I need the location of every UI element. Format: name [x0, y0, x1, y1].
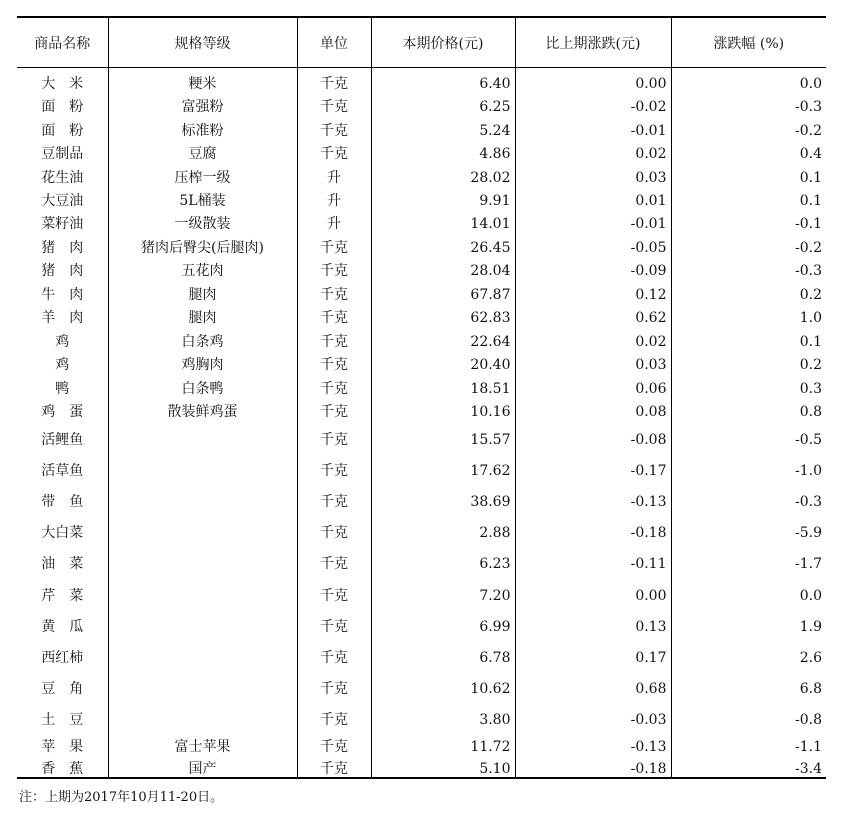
- cell-pct: -0.3: [671, 479, 826, 510]
- cell-unit: 千克: [297, 572, 371, 604]
- cell-spec: 国产: [108, 755, 297, 778]
- cell-change: -0.17: [515, 448, 671, 479]
- footnote: 注：上期为2017年10月11-20日。: [19, 790, 224, 805]
- cell-spec: [108, 604, 297, 635]
- table-row: [17, 115, 826, 139]
- table-row: [17, 373, 826, 397]
- cell-change: 0.08: [515, 397, 671, 420]
- cell-change: -0.02: [515, 92, 671, 115]
- cell-spec: 5L桶装: [108, 186, 297, 209]
- cell-pct: 0.8: [671, 397, 826, 420]
- cell-name: 活鲤鱼: [41, 431, 84, 448]
- header-unit: 单位: [297, 17, 371, 68]
- cell-pct: 6.8: [671, 666, 826, 697]
- cell-price: 67.87: [371, 279, 515, 303]
- cell-spec: 豆腐: [108, 139, 297, 162]
- cell-unit: 千克: [297, 635, 371, 666]
- cell-unit: 千克: [297, 397, 371, 420]
- table-row: [17, 604, 826, 635]
- cell-spec: 一级散装: [108, 209, 297, 232]
- cell-pct: -5.9: [671, 510, 826, 541]
- cell-change: 0.13: [515, 604, 671, 635]
- cell-unit: 千克: [297, 256, 371, 279]
- cell-name: 香 蕉: [17, 755, 108, 778]
- cell-spec: 压榨一级: [108, 162, 297, 186]
- cell-change: 0.02: [515, 139, 671, 162]
- cell-change: -0.08: [515, 420, 671, 448]
- table-row: [17, 728, 826, 755]
- cell-change: -0.05: [515, 232, 671, 256]
- cell-change: -0.18: [515, 755, 671, 778]
- cell-spec: 散装鲜鸡蛋: [108, 397, 297, 420]
- cell-spec: [108, 541, 297, 572]
- table-row: [17, 162, 826, 186]
- table-row: [17, 572, 826, 604]
- cell-spec: [108, 420, 297, 448]
- price-table: [17, 16, 826, 779]
- cell-price: 14.01: [371, 209, 515, 232]
- header-pct: 涨跌幅 (%): [671, 17, 826, 68]
- cell-unit: 千克: [297, 92, 371, 115]
- table-header: [17, 17, 826, 68]
- header-price: 本期价格(元): [371, 17, 515, 68]
- cell-change: 0.68: [515, 666, 671, 697]
- cell-spec: [108, 697, 297, 728]
- cell-price: 5.24: [371, 115, 515, 139]
- cell-price: 6.99: [371, 604, 515, 635]
- cell-name: 豆制品: [41, 145, 84, 162]
- cell-name: 面 粉: [41, 122, 84, 139]
- cell-price: 26.45: [371, 232, 515, 256]
- cell-price: 18.51: [371, 373, 515, 397]
- cell-name: 大白菜: [41, 524, 84, 541]
- table-row: [17, 510, 826, 541]
- cell-unit: 千克: [297, 479, 371, 510]
- cell-spec: 五花肉: [108, 256, 297, 279]
- cell-pct: -1.1: [671, 728, 826, 755]
- cell-name: 带 鱼: [41, 493, 84, 510]
- cell-unit: 千克: [297, 232, 371, 256]
- cell-change: 0.01: [515, 186, 671, 209]
- cell-price: 28.04: [371, 256, 515, 279]
- cell-pct: 0.1: [671, 162, 826, 186]
- cell-change: -0.13: [515, 728, 671, 755]
- table-row: [17, 479, 826, 510]
- table-row: [17, 448, 826, 479]
- cell-name: 油 菜: [41, 555, 84, 572]
- cell-unit: 千克: [297, 373, 371, 397]
- cell-change: -0.01: [515, 209, 671, 232]
- cell-name: 猪 肉: [41, 262, 84, 279]
- cell-change: 0.02: [515, 326, 671, 350]
- cell-unit: 千克: [297, 697, 371, 728]
- cell-price: 20.40: [371, 350, 515, 373]
- cell-pct: 2.6: [671, 635, 826, 666]
- cell-unit: 千克: [297, 139, 371, 162]
- header-name: 商品名称: [17, 17, 108, 68]
- table-row: [17, 303, 826, 326]
- cell-spec: 粳米: [108, 68, 297, 92]
- table-row: [17, 397, 826, 420]
- cell-name: 牛 肉: [41, 286, 84, 303]
- cell-pct: 0.1: [671, 186, 826, 209]
- cell-change: 0.17: [515, 635, 671, 666]
- cell-spec: [108, 572, 297, 604]
- cell-unit: 千克: [297, 666, 371, 697]
- cell-unit: 升: [297, 209, 371, 232]
- cell-unit: 千克: [297, 448, 371, 479]
- cell-spec: 富强粉: [108, 92, 297, 115]
- cell-unit: 千克: [297, 604, 371, 635]
- cell-price: 5.10: [371, 755, 515, 778]
- cell-price: 6.40: [371, 68, 515, 92]
- cell-spec: [108, 510, 297, 541]
- cell-change: 0.00: [515, 68, 671, 92]
- header-row: [17, 17, 826, 68]
- cell-price: 11.72: [371, 728, 515, 755]
- cell-change: -0.01: [515, 115, 671, 139]
- table-row: [17, 697, 826, 728]
- cell-pct: 1.9: [671, 604, 826, 635]
- header-spec: 规格等级: [108, 17, 297, 68]
- cell-change: -0.18: [515, 510, 671, 541]
- cell-pct: 1.0: [671, 303, 826, 326]
- cell-pct: -0.3: [671, 256, 826, 279]
- cell-price: 17.62: [371, 448, 515, 479]
- cell-name: 土 豆: [41, 711, 84, 728]
- table-row: [17, 666, 826, 697]
- cell-pct: -0.2: [671, 115, 826, 139]
- cell-change: 0.03: [515, 162, 671, 186]
- table-row: [17, 755, 826, 778]
- table-row: [17, 635, 826, 666]
- cell-name: 花生油: [41, 169, 84, 186]
- cell-unit: 千克: [297, 541, 371, 572]
- cell-price: 7.20: [371, 572, 515, 604]
- cell-spec: 白条鸭: [108, 373, 297, 397]
- cell-name: 大豆油: [41, 192, 84, 209]
- cell-spec: [108, 666, 297, 697]
- cell-spec: 腿肉: [108, 303, 297, 326]
- cell-price: 38.69: [371, 479, 515, 510]
- cell-price: 9.91: [371, 186, 515, 209]
- cell-spec: 白条鸡: [108, 326, 297, 350]
- cell-change: 0.03: [515, 350, 671, 373]
- cell-name: 芹 菜: [41, 587, 84, 604]
- cell-change: -0.09: [515, 256, 671, 279]
- cell-spec: 猪肉后臀尖(后腿肉): [108, 232, 297, 256]
- cell-spec: 富士苹果: [108, 728, 297, 755]
- cell-pct: -0.8: [671, 697, 826, 728]
- cell-unit: 千克: [297, 510, 371, 541]
- table-row: [17, 92, 826, 115]
- table-row: [17, 139, 826, 162]
- cell-name: 鸡: [55, 356, 70, 373]
- table-row: [17, 541, 826, 572]
- cell-spec: [108, 479, 297, 510]
- cell-spec: [108, 448, 297, 479]
- cell-unit: 千克: [297, 303, 371, 326]
- cell-pct: 0.2: [671, 350, 826, 373]
- cell-name: 面 粉: [41, 98, 84, 115]
- cell-pct: 0.0: [671, 572, 826, 604]
- cell-price: 6.25: [371, 92, 515, 115]
- table-row: [17, 350, 826, 373]
- cell-price: 22.64: [371, 326, 515, 350]
- cell-pct: -3.4: [671, 755, 826, 778]
- cell-unit: 千克: [297, 115, 371, 139]
- table-row: [17, 420, 826, 448]
- cell-pct: -0.1: [671, 209, 826, 232]
- table-body: [17, 68, 826, 778]
- cell-pct: -0.5: [671, 420, 826, 448]
- cell-price: 62.83: [371, 303, 515, 326]
- cell-pct: -0.3: [671, 92, 826, 115]
- cell-name: 羊 肉: [41, 309, 84, 326]
- cell-name: 猪 肉: [41, 239, 84, 256]
- cell-unit: 千克: [297, 68, 371, 92]
- cell-price: 15.57: [371, 420, 515, 448]
- cell-change: 0.12: [515, 279, 671, 303]
- cell-unit: 千克: [297, 728, 371, 755]
- cell-change: -0.11: [515, 541, 671, 572]
- cell-name: 鸭: [55, 380, 70, 397]
- cell-name: 大 米: [41, 75, 84, 92]
- table-row: [17, 209, 826, 232]
- table-row: [17, 68, 826, 92]
- cell-price: 28.02: [371, 162, 515, 186]
- cell-unit: 千克: [297, 420, 371, 448]
- cell-pct: 0.2: [671, 279, 826, 303]
- cell-unit: 升: [297, 162, 371, 186]
- table-row: [17, 232, 826, 256]
- table-row: [17, 326, 826, 350]
- cell-unit: 千克: [297, 755, 371, 778]
- cell-price: 10.62: [371, 666, 515, 697]
- table-row: [17, 186, 826, 209]
- header-change: 比上期涨跌(元): [515, 17, 671, 68]
- cell-pct: 0.1: [671, 326, 826, 350]
- cell-spec: [108, 635, 297, 666]
- cell-pct: 0.3: [671, 373, 826, 397]
- cell-pct: 0.0: [671, 68, 826, 92]
- cell-change: 0.00: [515, 572, 671, 604]
- cell-name: 黄 瓜: [41, 618, 84, 635]
- cell-change: -0.03: [515, 697, 671, 728]
- cell-pct: 0.4: [671, 139, 826, 162]
- cell-unit: 千克: [297, 326, 371, 350]
- cell-name: 菜籽油: [41, 215, 84, 232]
- cell-change: 0.62: [515, 303, 671, 326]
- cell-pct: -0.2: [671, 232, 826, 256]
- cell-unit: 千克: [297, 279, 371, 303]
- cell-price: 10.16: [371, 397, 515, 420]
- cell-name: 西红柿: [41, 649, 84, 666]
- cell-price: 6.23: [371, 541, 515, 572]
- cell-pct: -1.7: [671, 541, 826, 572]
- cell-price: 2.88: [371, 510, 515, 541]
- cell-spec: 腿肉: [108, 279, 297, 303]
- cell-price: 3.80: [371, 697, 515, 728]
- table-row: [17, 256, 826, 279]
- cell-spec: 标准粉: [108, 115, 297, 139]
- cell-pct: -1.0: [671, 448, 826, 479]
- cell-price: 6.78: [371, 635, 515, 666]
- cell-unit: 千克: [297, 350, 371, 373]
- cell-change: -0.13: [515, 479, 671, 510]
- cell-name: 活草鱼: [41, 462, 84, 479]
- cell-spec: 鸡胸肉: [108, 350, 297, 373]
- cell-price: 4.86: [371, 139, 515, 162]
- table-row: [17, 279, 826, 303]
- cell-name: 鸡: [55, 333, 70, 350]
- cell-name: 鸡 蛋: [41, 403, 84, 420]
- cell-name: 豆 角: [41, 680, 84, 697]
- cell-change: 0.06: [515, 373, 671, 397]
- cell-name: 苹 果: [41, 738, 84, 755]
- cell-unit: 升: [297, 186, 371, 209]
